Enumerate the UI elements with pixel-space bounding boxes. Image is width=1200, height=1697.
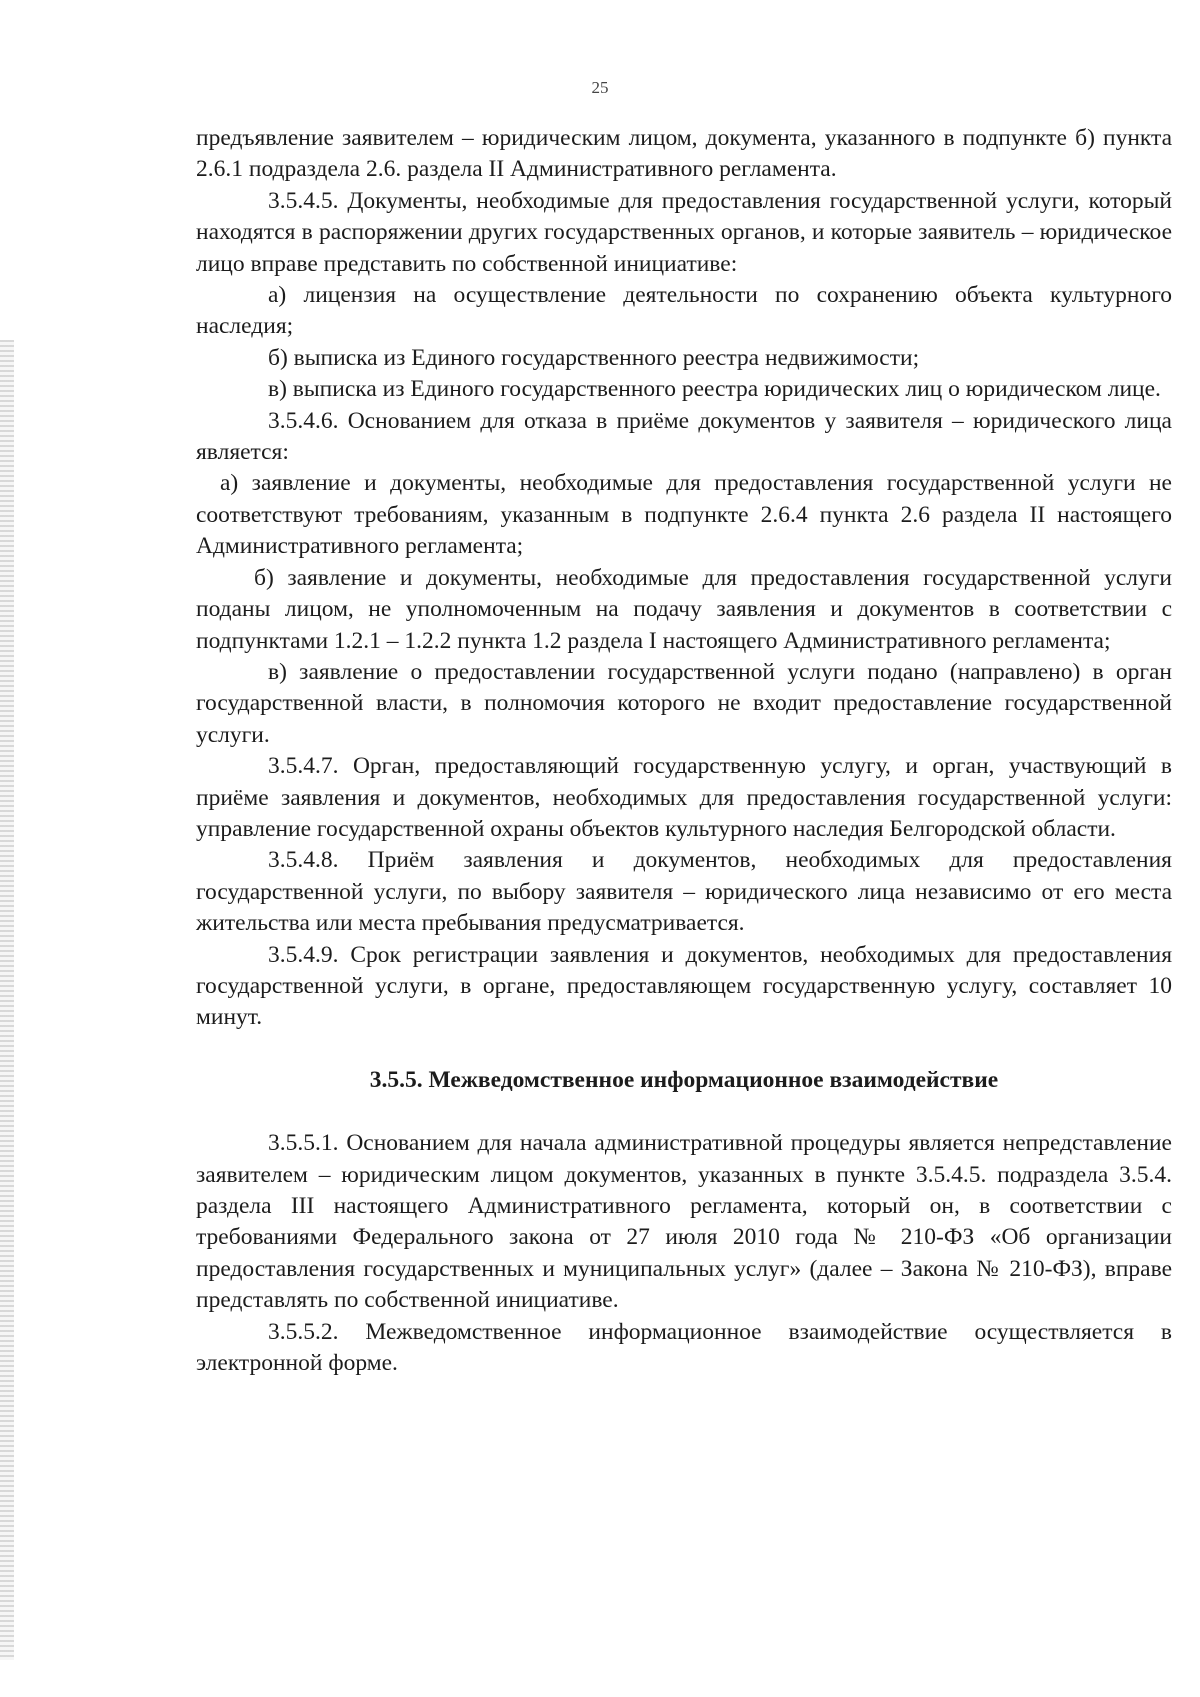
- list-item-v-refusal: в) заявление о предоставлении государственной услуги подано (направлено) в орган государственной власти, в полномочия которого не входит предоставление государственной услуги.: [196, 658, 1172, 748]
- list-item-b-egrn: б) выписка из Единого государственного реестра недвижимости;: [268, 344, 920, 371]
- paragraph-3-5-5-1: 3.5.5.1. Основанием для начала административной процедуры является непредставление заявителем – юридическим лицом документов, указанных в пункте 3.5.4.5. подраздела 3.5.4. раздела III настоящего Административного регламента, который он, в соответствии с требованиями Федерального закона от 27 июля 2010 года № 210-ФЗ «Об организации предоставления государственных и муниципальных услуг» (далее – Закона № 210-ФЗ), вправе представлять по собственной инициативе.: [196, 1130, 1172, 1314]
- list-item-a-license: а) лицензия на осуществление деятельности по сохранению объекта культурного наследия;: [196, 282, 1172, 340]
- section-heading-3-5-5: 3.5.5. Межведомственное информационное взаимодействие: [369, 1066, 999, 1093]
- document-body: [196, 123, 1172, 1379]
- paragraph-3-5-4-5: 3.5.4.5. Документы, необходимые для предоставления государственной услуги, который находятся в распоряжении других государственных органов, и которые заявитель – юридическое лицо вправе представить по собственной инициативе:: [196, 187, 1172, 277]
- list-item-v-egrul: в) выписка из Единого государственного реестра юридических лиц о юридическом лице.: [268, 376, 1161, 403]
- list-item-a-refusal: а) заявление и документы, необходимые для предоставления государственной услуги не соответствуют требованиям, указанным в подпункте 2.6.4 пункта 2.6 раздела II настоящего Административного регламента;: [196, 470, 1172, 560]
- list-item-b-refusal: б) заявление и документы, необходимые для предоставления государственной услуги поданы лицом, не уполномоченным на подачу заявления и документов в соответствии с подпунктами 1.2.1 – 1.2.2 пункта 1.2 раздела I настоящего Административного регламента;: [196, 564, 1172, 654]
- page-number: 25: [591, 78, 609, 97]
- paragraph-3-5-4-7: 3.5.4.7. Орган, предоставляющий государственную услугу, и орган, участвующий в приёме заявления и документов, необходимых для предоставления государственной услуги: управление государственной охраны объектов культурного наследия Белгородской области.: [196, 753, 1172, 842]
- paragraph-3-5-4-6: 3.5.4.6. Основанием для отказа в приёме документов у заявителя – юридического лица является:: [196, 407, 1172, 466]
- scan-edge-artifact: [0, 340, 14, 1660]
- paragraph-3-5-4-8: 3.5.4.8. Приём заявления и документов, необходимых для предоставления государственной услуги, по выбору заявителя – юридического лица независимо от его места жительства или места пребывания предусматривается.: [196, 847, 1172, 937]
- paragraph-3-5-4-9: 3.5.4.9. Срок регистрации заявления и документов, необходимых для предоставления государственной услуги, в органе, предоставляющем государственную услугу, составляет 10 минут.: [196, 941, 1172, 1031]
- paragraph-3-5-5-2: 3.5.5.2. Межведомственное информационное взаимодействие осуществляется в электронной форме.: [196, 1318, 1172, 1377]
- paragraph-continuation: предъявление заявителем – юридическим лицом, документа, указанного в подпункте б) пункта 2.6.1 подраздела 2.6. раздела II Административного регламента.: [196, 125, 1172, 183]
